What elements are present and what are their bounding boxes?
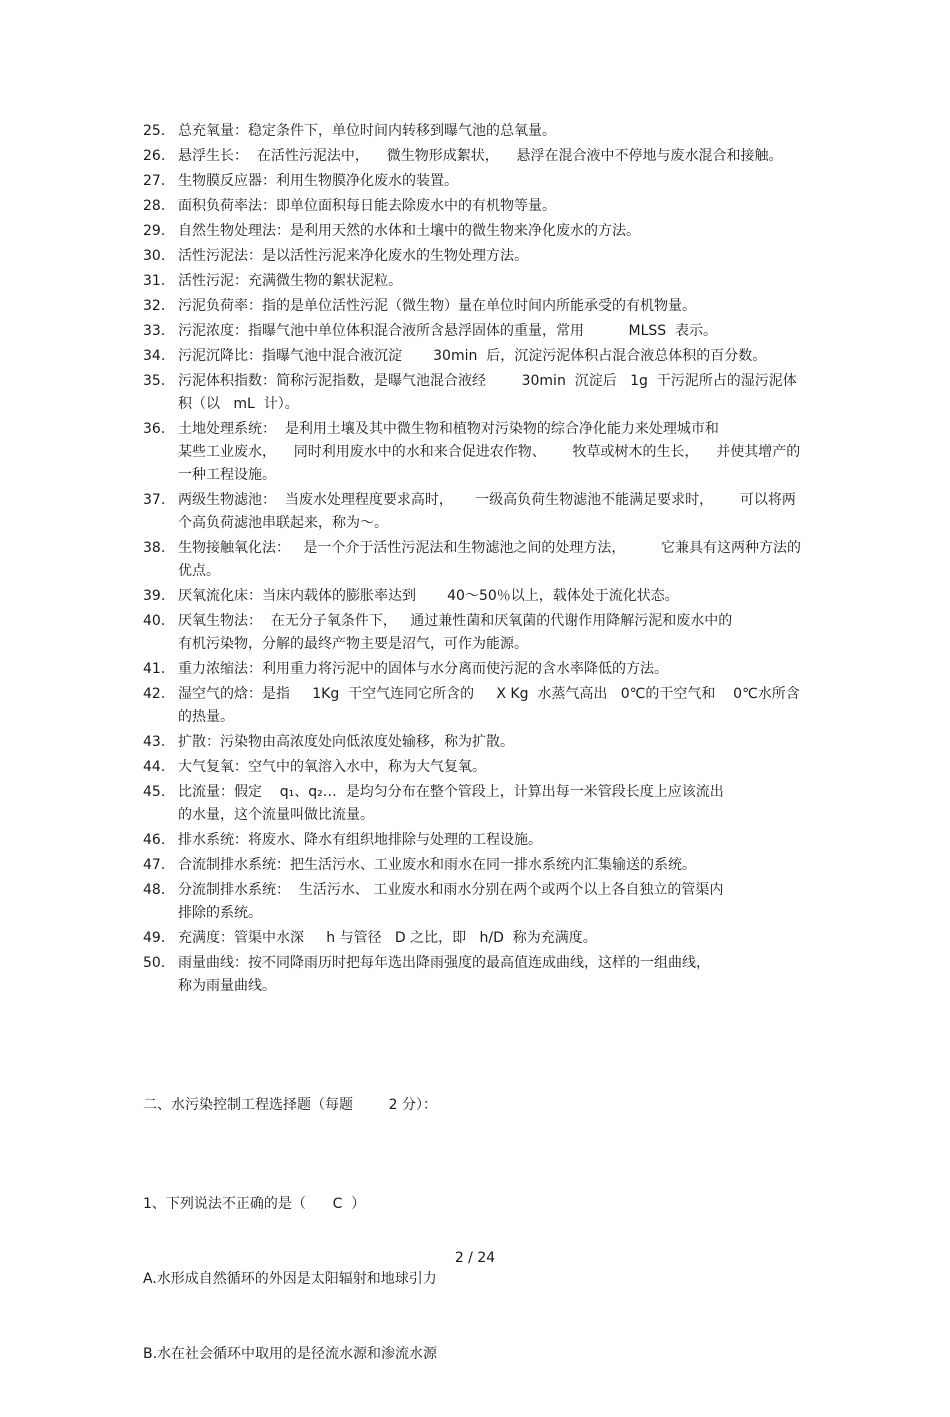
definition-text: 扩散：污染物由高浓度处向低浓度处输移，称为扩散。 [178,734,514,750]
multiple-choice-question [143,1142,437,1417]
definition-number: 30. [143,248,166,264]
definition-text: 排水系统：将废水、降水有组织地排除与处理的工程设施。 [178,832,542,848]
definition-number: 39. [143,588,166,604]
definition-item [143,170,808,193]
definition-text: 总充氧量：稳定条件下，单位时间内转移到曝气池的总氧量。 [178,123,556,139]
definition-item [143,320,808,343]
definition-number: 31. [143,273,166,289]
definition-text: 污泥浓度：指曝气池中单位体积混合液所含悬浮固体的重量，常用 MLSS 表示。 [178,323,718,339]
definition-item [143,854,808,877]
definition-number: 45. [143,784,166,800]
definition-item [143,245,808,268]
definition-number: 32. [143,298,166,314]
page-number: 2 / 24 [454,1250,496,1266]
definition-item [143,145,808,168]
definition-text: 湿空气的焓：是指 1Kg 干空气连同它所含的 X Kg 水蒸气高出 0℃的干空气和 0℃水所含的热量。 [178,686,800,725]
definition-text: 生物接触氧化法： 是一个介于活性污泥法和生物滤池之间的处理方法， 它兼具有这两种方法的优点。 [178,540,801,579]
definition-text: 雨量曲线：按不同降雨历时把每年选出降雨强度的最高值连成曲线，这样的一组曲线， 称为雨量曲线。 [178,955,710,994]
definition-item [143,683,808,729]
definition-number: 49. [143,930,166,946]
definition-text: 生物膜反应器：利用生物膜净化废水的装置。 [178,173,458,189]
definition-number: 25. [143,123,166,139]
definition-number: 47. [143,857,166,873]
definition-item [143,370,808,416]
definition-text: 合流制排水系统：把生活污水、工业废水和雨水在同一排水系统内汇集输送的系统。 [178,857,696,873]
definition-item [143,220,808,243]
definition-number: 50. [143,955,166,971]
definition-item [143,295,808,318]
definition-text: 充满度：管渠中水深 h 与管径 D 之比，即 h/D 称为充满度。 [178,930,597,946]
definition-number: 46. [143,832,166,848]
definition-text: 活性污泥法：是以活性污泥来净化废水的生物处理方法。 [178,248,528,264]
definition-number: 34. [143,348,166,364]
definitions-list [143,120,808,1000]
definition-number: 35. [143,373,166,389]
definition-text: 污泥沉降比：指曝气池中混合液沉淀 30min 后，沉淀污泥体积占混合液总体积的百分数。 [178,348,767,364]
definition-number: 40. [143,613,166,629]
definition-item [143,658,808,681]
definition-number: 36. [143,421,166,437]
definition-item [143,418,808,487]
definition-item [143,270,808,293]
definition-item [143,489,808,535]
definition-text: 大气复氧：空气中的氧溶入水中，称为大气复氧。 [178,759,486,775]
definition-number: 28. [143,198,166,214]
definition-item [143,879,808,925]
definition-text: 悬浮生长： 在活性污泥法中， 微生物形成絮状， 悬浮在混合液中不停地与废水混合和接触。 [178,148,783,164]
definition-text: 污泥负荷率：指的是单位活性污泥（微生物）量在单位时间内所能承受的有机物量。 [178,298,696,314]
definition-text: 分流制排水系统： 生活污水、 工业废水和雨水分别在两个或两个以上各自独立的管渠内 排除的系统。 [178,882,724,921]
definition-item [143,927,808,950]
definition-text: 活性污泥：充满微生物的絮状泥粒。 [178,273,402,289]
definition-number: 42. [143,686,166,702]
definition-item [143,756,808,779]
definition-text: 土地处理系统： 是利用土壤及其中微生物和植物对污染物的综合净化能力来处理城市和 某些工业废水， 同时利用废水中的水和来合促进农作物、 牧草或树木的生长， 并使其增产的一种工程设施。 [178,421,801,483]
definition-text: 两级生物滤池： 当废水处理程度要求高时， 一级高负荷生物滤池不能满足要求时， 可以将两个高负荷滤池串联起来，称为～。 [178,492,796,531]
definition-item [143,952,808,998]
definition-number: 43. [143,734,166,750]
definition-number: 44. [143,759,166,775]
definition-number: 27. [143,173,166,189]
definition-number: 41. [143,661,166,677]
definition-item [143,195,808,218]
definition-text: 厌氧生物法： 在无分子氧条件下， 通过兼性菌和厌氧菌的代谢作用降解污泥和废水中的 有机污染物，分解的最终产物主要是沼气，可作为能源。 [178,613,733,652]
definition-number: 26. [143,148,166,164]
definition-number: 29. [143,223,166,239]
section-heading: 二、水污染控制工程选择题（每题 2 分）： [143,1097,437,1113]
definition-number: 33. [143,323,166,339]
definition-text: 厌氧流化床：当床内载体的膨胀率达到 40～50％以上，载体处于流化状态。 [178,588,679,604]
definition-item [143,829,808,852]
definition-text: 污泥体积指数：简称污泥指数，是曝气池混合液经 30min 沉淀后 1g 干污泥所占的湿污泥体积（以 mL 计）。 [178,373,797,412]
definition-text: 自然生物处理法：是利用天然的水体和土壤中的微生物来净化废水的方法。 [178,223,640,239]
definition-number: 48. [143,882,166,898]
definition-text: 比流量：假定 q₁、q₂… 是均匀分布在整个管段上，计算出每一米管段长度上应该流出 的水量，这个流量叫做比流量。 [178,784,724,823]
definition-item [143,731,808,754]
definition-item [143,537,808,583]
option-b: B.水在社会循环中取用的是径流水源和渗流水源 [143,1346,438,1362]
definition-item [143,585,808,608]
definition-item [143,610,808,656]
option-a: A.水形成自然循环的外因是太阳辐射和地球引力 [143,1271,437,1287]
definition-text: 重力浓缩法：利用重力将污泥中的固体与水分离而使污泥的含水率降低的方法。 [178,661,668,677]
definition-item [143,781,808,827]
definition-text: 面积负荷率法：即单位面积每日能去除废水中的有机物等量。 [178,198,556,214]
definition-item [143,120,808,143]
definition-number: 37. [143,492,166,508]
definition-item [143,345,808,368]
definition-number: 38. [143,540,166,556]
question-stem: 1、下列说法不正确的是（ C ） [143,1196,366,1212]
